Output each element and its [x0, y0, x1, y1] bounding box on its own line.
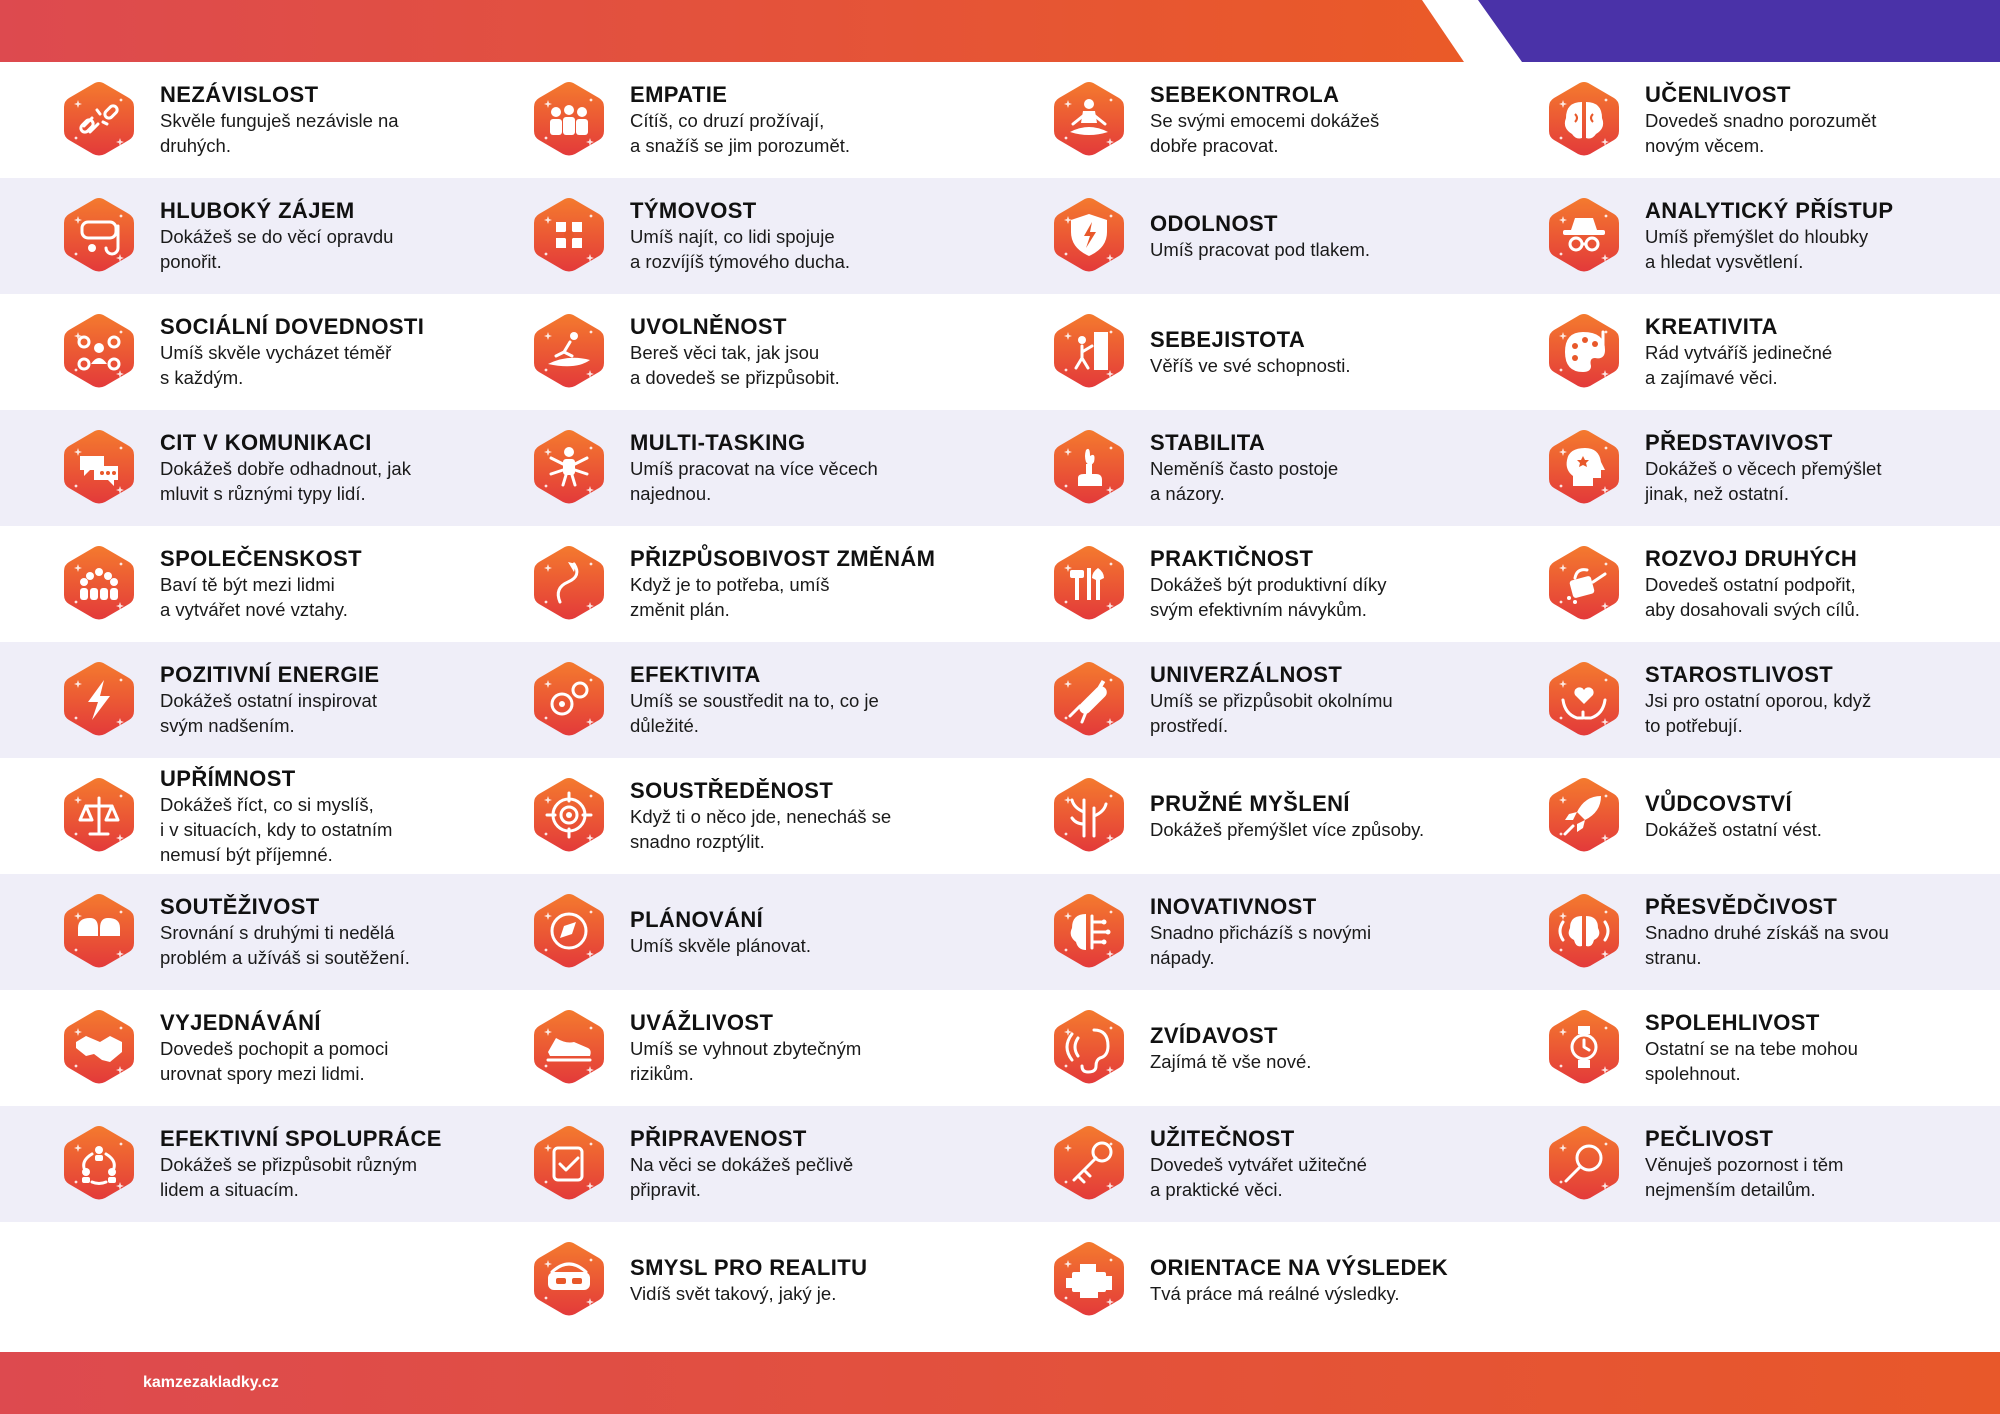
top-banner — [0, 0, 2000, 62]
skill-title: POZITIVNÍ ENERGIE — [160, 662, 380, 687]
skill-title: UČENLIVOST — [1645, 82, 1791, 107]
skill-badge — [1545, 1008, 1623, 1086]
skill-text — [1645, 990, 1981, 1106]
skill-text — [630, 1222, 1026, 1338]
skill-title: PEČLIVOST — [1645, 1126, 1774, 1151]
skill-item — [530, 874, 1030, 990]
skill-badge — [60, 544, 138, 622]
skill-item — [1050, 758, 1520, 874]
skill-description: Jsi pro ostatní oporou, když to potřebují. — [1645, 690, 1872, 736]
skill-text — [1150, 642, 1516, 758]
skill-text — [1645, 1106, 1981, 1222]
skill-title: STAROSTLIVOST — [1645, 662, 1834, 687]
skill-text — [1645, 294, 1981, 410]
skill-description: Neměníš často postoje a názory. — [1150, 458, 1339, 504]
skill-item — [1545, 1106, 1985, 1222]
skill-description: Umíš se přizpůsobit okolnímu prostředí. — [1150, 690, 1393, 736]
skill-badge — [1050, 1124, 1128, 1202]
skill-title: SMYSL PRO REALITU — [630, 1254, 868, 1280]
skill-text — [160, 758, 506, 874]
skill-badge — [1050, 80, 1128, 158]
skill-badge — [60, 80, 138, 158]
skill-item — [1545, 990, 1985, 1106]
skill-title: STABILITA — [1150, 430, 1266, 455]
tools-icon — [1070, 568, 1104, 600]
skill-description: Dovedeš ostatní podpořit, aby dosahovali svých cílů. — [1645, 574, 1860, 620]
skill-description: Dokážeš ostatní vést. — [1645, 818, 1822, 840]
skill-text — [630, 62, 1026, 178]
skill-title: VYJEDNÁVÁNÍ — [160, 1010, 321, 1035]
skill-title: ZVÍDAVOST — [1150, 1022, 1278, 1048]
skill-title: SPOLEHLIVOST — [1645, 1010, 1820, 1035]
skill-item — [60, 642, 510, 758]
skill-item — [1545, 62, 1985, 178]
skill-badge — [1545, 196, 1623, 274]
skill-badge — [530, 1008, 608, 1086]
skill-title: UNIVERZÁLNOST — [1150, 662, 1343, 687]
skill-item — [530, 642, 1030, 758]
skill-badge — [1050, 892, 1128, 970]
skill-text — [160, 410, 506, 526]
skill-item — [530, 178, 1030, 294]
skill-badge — [60, 776, 138, 854]
skill-item — [1050, 1106, 1520, 1222]
skill-description: Skvěle funguješ nezávisle na druhých. — [160, 110, 399, 156]
skill-description: Věříš ve své schopnosti. — [1150, 354, 1351, 376]
skill-badge — [530, 660, 608, 738]
skill-text — [160, 294, 506, 410]
skill-item — [1545, 642, 1985, 758]
skill-description: Umíš pracovat pod tlakem. — [1150, 238, 1371, 260]
skill-item — [1050, 990, 1520, 1106]
skill-title: UVÁŽLIVOST — [630, 1010, 774, 1035]
skill-title: UVOLNĚNOST — [630, 314, 787, 339]
skill-description: Vidíš svět takový, jaký je. — [630, 1282, 837, 1304]
skill-badge — [1050, 428, 1128, 506]
skill-title: PŘIZPŮSOBIVOST ZMĚNÁM — [630, 546, 936, 571]
skill-text — [630, 1106, 1026, 1222]
skill-description: Dovedeš snadno porozumět novým věcem. — [1645, 110, 1877, 156]
skill-text — [630, 178, 1026, 294]
skill-title: EFEKTIVITA — [630, 662, 761, 687]
skill-item — [530, 410, 1030, 526]
skill-badge — [530, 196, 608, 274]
skill-item — [60, 758, 510, 874]
skill-title: EFEKTIVNÍ SPOLUPRÁCE — [160, 1126, 442, 1151]
skill-badge — [530, 1124, 608, 1202]
skill-item — [60, 178, 510, 294]
skill-text — [160, 1106, 506, 1222]
skill-description: Rád vytváříš jedinečné a zajímavé věci. — [1645, 342, 1833, 388]
skill-description: Srovnání s druhými ti nedělá problém a užíváš si soutěžení. — [160, 922, 410, 968]
skill-item — [60, 410, 510, 526]
skill-item — [530, 1222, 1030, 1338]
skill-text — [630, 410, 1026, 526]
skill-item — [60, 526, 510, 642]
skill-title: MULTI-TASKING — [630, 430, 806, 455]
skill-item — [1050, 178, 1520, 294]
skill-text — [1150, 62, 1516, 178]
skill-item — [1050, 410, 1520, 526]
skill-title: PLÁNOVÁNÍ — [630, 906, 764, 932]
skill-text — [1645, 526, 1981, 642]
skill-title: SOUTĚŽIVOST — [160, 894, 320, 919]
skill-description: Dokážeš přemýšlet více způsoby. — [1150, 818, 1425, 840]
skill-description: Umíš skvěle plánovat. — [630, 934, 811, 956]
skill-item — [1050, 1222, 1520, 1338]
skill-badge — [1050, 1240, 1128, 1318]
skill-description: Dovedeš pochopit a pomoci urovnat spory mezi lidmi. — [160, 1038, 389, 1084]
skill-text — [1150, 874, 1516, 990]
skill-badge — [1545, 776, 1623, 854]
skill-badge — [530, 544, 608, 622]
skill-description: Zajímá tě vše nové. — [1150, 1050, 1312, 1072]
skill-badge — [1050, 776, 1128, 854]
skill-text — [630, 874, 1026, 990]
skill-item — [530, 294, 1030, 410]
skill-title: SOCIÁLNÍ DOVEDNOSTI — [160, 314, 425, 339]
skill-badge — [530, 776, 608, 854]
footer-bar — [0, 1352, 2000, 1414]
skill-text — [1645, 410, 1981, 526]
skill-text — [1150, 526, 1516, 642]
skill-description: Když ti o něco jde, nenecháš se snadno rozptýlit. — [630, 806, 892, 852]
skill-title: PŘESVĚDČIVOST — [1645, 894, 1838, 919]
skill-item — [1545, 410, 1985, 526]
skill-badge — [530, 892, 608, 970]
skill-badge — [60, 196, 138, 274]
skill-badge — [1545, 1124, 1623, 1202]
skill-item — [530, 990, 1030, 1106]
skill-title: TÝMOVOST — [630, 198, 757, 223]
skill-text — [630, 758, 1026, 874]
skill-description: Dokážeš ostatní inspirovat svým nadšením. — [160, 690, 377, 736]
skill-text — [630, 642, 1026, 758]
skill-badge — [60, 1124, 138, 1202]
skill-item — [530, 62, 1030, 178]
skill-text — [1645, 642, 1981, 758]
skill-item — [60, 990, 510, 1106]
skill-item — [1545, 294, 1985, 410]
skill-item — [1050, 642, 1520, 758]
skill-item — [1545, 874, 1985, 990]
skill-badge — [1545, 312, 1623, 390]
skill-item — [60, 294, 510, 410]
skill-title: VŮDCOVSTVÍ — [1645, 790, 1793, 816]
skill-title: SPOLEČENSKOST — [160, 546, 363, 571]
skill-title: SEBEJISTOTA — [1150, 326, 1306, 352]
skill-description: Se svými emocemi dokážeš dobře pracovat. — [1150, 110, 1380, 156]
skill-text — [160, 178, 506, 294]
skill-badge — [1050, 312, 1128, 390]
skill-badge — [1545, 660, 1623, 738]
three-people-icon — [550, 105, 588, 135]
skill-text — [1150, 758, 1516, 874]
skill-title: ROZVOJ DRUHÝCH — [1645, 546, 1858, 571]
skill-description: Umíš najít, co lidi spojuje a rozvíjíš týmového ducha. — [630, 226, 851, 272]
skill-description: Umíš se soustředit na to, co je důležité. — [630, 690, 879, 736]
skill-item — [60, 1106, 510, 1222]
skill-badge — [1545, 80, 1623, 158]
top-banner-purple — [1478, 0, 2000, 62]
skill-item — [60, 62, 510, 178]
skill-badge — [60, 660, 138, 738]
skill-badge — [530, 1240, 608, 1318]
skill-item — [60, 874, 510, 990]
skill-text — [1150, 294, 1516, 410]
skill-text — [630, 526, 1026, 642]
skill-badge — [530, 312, 608, 390]
skill-text — [1150, 1222, 1516, 1338]
skill-text — [1150, 1106, 1516, 1222]
skill-description: Snadno přicházíš s novými nápady. — [1150, 922, 1372, 968]
skill-item — [1545, 758, 1985, 874]
skill-text — [160, 990, 506, 1106]
skill-badge — [1050, 1008, 1128, 1086]
skill-title: SOUSTŘEDĚNOST — [630, 778, 834, 803]
skill-text — [160, 526, 506, 642]
skill-title: PŘIPRAVENOST — [630, 1126, 807, 1151]
skill-title: HLUBOKÝ ZÁJEM — [160, 198, 355, 223]
skill-badge — [60, 312, 138, 390]
skill-description: Dokážeš říct, co si myslíš, i v situacích, kdy to ostatním nemusí být příjemné. — [160, 793, 393, 865]
skill-title: ANALYTICKÝ PŘÍSTUP — [1645, 198, 1894, 223]
skill-text — [1645, 178, 1981, 294]
skill-title: NEZÁVISLOST — [160, 82, 319, 107]
skill-text — [1645, 758, 1981, 874]
skill-description: Umíš skvěle vycházet téměř s každým. — [160, 342, 392, 388]
skill-title: CIT V KOMUNIKACI — [160, 430, 372, 455]
skill-badge — [530, 80, 608, 158]
skill-title: PRAKTIČNOST — [1150, 546, 1314, 571]
skill-item — [1050, 294, 1520, 410]
skill-badge — [60, 892, 138, 970]
skill-item — [1545, 178, 1985, 294]
top-banner-orange — [0, 0, 1464, 62]
skill-description: Cítíš, co druzí prožívají, a snažíš se jim porozumět. — [630, 110, 851, 156]
skill-text — [1150, 410, 1516, 526]
skill-description: Bereš věci tak, jak jsou a dovedeš se přizpůsobit. — [630, 342, 840, 388]
skill-description: Dovedeš vytvářet užitečné a praktické věci. — [1150, 1154, 1367, 1200]
skill-text — [160, 62, 506, 178]
skill-text — [1150, 990, 1516, 1106]
skill-text — [630, 990, 1026, 1106]
skill-description: Dokážeš být produktivní díky svým efektivním návykům. — [1150, 574, 1387, 620]
skill-description: Dokážeš o věcech přemýšlet jinak, než ostatní. — [1645, 458, 1882, 504]
skill-title: PŘEDSTAVIVOST — [1645, 430, 1833, 455]
skill-text — [1645, 874, 1981, 990]
skill-item — [530, 758, 1030, 874]
skill-description: Věnuješ pozornost i těm nejmenším detailům. — [1645, 1154, 1844, 1200]
skill-title: EMPATIE — [630, 82, 728, 107]
skill-title: SEBEKONTROLA — [1150, 82, 1340, 107]
skill-item — [530, 526, 1030, 642]
website-link[interactable]: kamzezakladky.cz — [143, 1374, 279, 1391]
skill-description: Baví tě být mezi lidmi a vytvářet nové vztahy. — [160, 574, 348, 620]
skill-badge — [60, 1008, 138, 1086]
skill-text — [1645, 62, 1981, 178]
skill-description: Umíš se vyhnout zbytečným rizikům. — [630, 1038, 862, 1084]
skill-description: Umíš přemýšlet do hloubky a hledat vysvětlení. — [1645, 226, 1869, 272]
skill-description: Snadno druhé získáš na svou stranu. — [1645, 922, 1889, 968]
skill-badge — [1545, 892, 1623, 970]
skill-title: ODOLNOST — [1150, 210, 1278, 236]
skill-description: Když je to potřeba, umíš změnit plán. — [630, 574, 830, 620]
skill-title: UŽITEČNOST — [1150, 1126, 1295, 1151]
skill-badge — [1050, 660, 1128, 738]
skill-text — [160, 642, 506, 758]
skill-description: Umíš pracovat na více věcech najednou. — [630, 458, 878, 504]
skill-text — [160, 874, 506, 990]
skill-title: UPŘÍMNOST — [160, 765, 296, 791]
skill-text — [1150, 178, 1516, 294]
skill-badge — [1050, 544, 1128, 622]
skill-title: INOVATIVNOST — [1150, 894, 1317, 919]
skill-item — [1050, 62, 1520, 178]
skill-description: Tvá práce má reálné výsledky. — [1150, 1282, 1400, 1304]
skill-badge — [1545, 428, 1623, 506]
skill-item — [530, 1106, 1030, 1222]
skill-description: Dokážeš se do věcí opravdu ponořit. — [160, 226, 394, 272]
skill-badge — [1545, 544, 1623, 622]
skill-title: ORIENTACE NA VÝSLEDEK — [1150, 1254, 1449, 1280]
skill-description: Na věci se dokážeš pečlivě připravit. — [630, 1154, 854, 1200]
skill-description: Dokážeš se přizpůsobit různým lidem a situacím. — [160, 1154, 418, 1200]
skill-text — [630, 294, 1026, 410]
skill-badge — [60, 428, 138, 506]
skill-item — [1050, 874, 1520, 990]
skill-badge — [1050, 196, 1128, 274]
skill-item — [1050, 526, 1520, 642]
skill-title: PRUŽNÉ MYŠLENÍ — [1150, 790, 1350, 816]
skill-item — [1545, 526, 1985, 642]
skill-badge — [530, 428, 608, 506]
skill-description: Ostatní se na tebe mohou spolehnout. — [1645, 1038, 1858, 1084]
skill-description: Dokážeš dobře odhadnout, jak mluvit s různými typy lidí. — [160, 458, 411, 504]
skill-title: KREATIVITA — [1645, 314, 1778, 339]
